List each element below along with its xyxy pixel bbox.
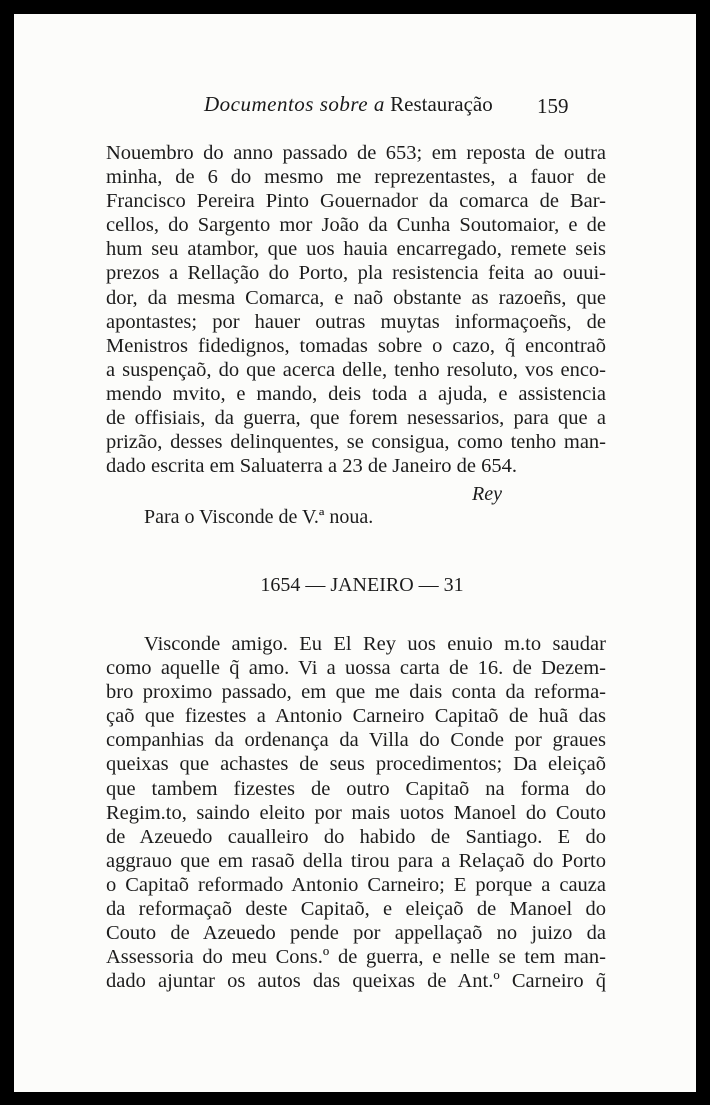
text-line: dor, da mesma Comarca, e naõ obstante as razoeñs, que <box>106 286 606 309</box>
text-line: cellos, do Sargento mor João da Cunha Soutomaior, e de <box>106 214 606 237</box>
text-line: dado ajuntar os autos das queixas de Ant.º Carneiro q̃ <box>106 970 606 993</box>
text-line: queixas que achastes de seus procedimentos; Da eleiçaõ <box>106 753 606 776</box>
running-title <box>204 92 493 117</box>
recipient-line: Para o Visconde de V.ª noua. <box>144 506 374 528</box>
text-line: çaõ que fizestes a Antonio Carneiro Capitaõ de huã das <box>106 705 606 728</box>
text-line: Visconde amigo. Eu El Rey uos enuio m.to saudar <box>144 633 606 655</box>
text-line: Francisco Pereira Pinto Gouernador da comarca de Bar- <box>106 190 606 213</box>
text-line: como aquelle q̃ amo. Vi a uossa carta de 16. de Dezem- <box>106 657 606 680</box>
text-line: o Capitaõ reformado Antonio Carneiro; E porque a cauza <box>106 873 606 896</box>
text-line: Nouembro do anno passado de 653; em reposta de outra <box>106 142 606 164</box>
text-line: da reformaçaõ deste Capitaõ, e eleiçaõ de Manoel do <box>106 898 606 921</box>
text-line: hum seu atambor, que uos hauia encarregado, remete seis <box>106 238 606 261</box>
text-line: de offisiais, da guerra, que forem nesessarios, para que a <box>106 407 606 430</box>
letter-1-body <box>106 141 606 478</box>
running-header <box>14 92 696 122</box>
text-line: apontastes; por hauer outras muytas informaçoeñs, de <box>106 310 606 333</box>
text-line: que tambem fizestes de outro Capitaõ na forma do <box>106 777 606 800</box>
text-line: minha, de 6 do mesmo me reprezentastes, a fauor de <box>106 166 606 189</box>
text-line: Regim.to, saindo eleito por mais uotos Manoel do Couto <box>106 801 606 824</box>
text-line: companhias da ordenança da Villa do Conde por graues <box>106 729 606 752</box>
page-number: 159 <box>537 94 569 118</box>
running-title-rest: Restauração <box>390 92 493 116</box>
text-line: prezos a Rellação do Porto, pla resistencia feita ao ouui- <box>106 262 606 285</box>
signature: Rey <box>472 483 502 505</box>
text-line: aggrauo que em rasaõ della tirou para a Relaçaõ do Porto <box>106 849 606 872</box>
date-heading: 1654 — JANEIRO — 31 <box>260 574 464 596</box>
text-line: a suspençaõ, do que acerca delle, tenho resoluto, vos enco- <box>106 358 606 381</box>
text-line: prizão, desses delinquentes, se consigua, como tenho man- <box>106 431 606 454</box>
text-line: de Azeuedo caualleiro do habido de Santiago. E do <box>106 825 606 848</box>
text-line: Assessoria do meu Cons.º de guerra, e nelle se tem man- <box>106 946 606 969</box>
book-page <box>14 14 696 1092</box>
running-title-italic: Documentos sobre a <box>204 92 385 116</box>
letter-2-body <box>106 632 606 993</box>
text-line: mendo mvito, e mando, deis toda a ajuda, e assistencia <box>106 382 606 405</box>
text-line: Menistros fidedignos, tomadas sobre o cazo, q̃ encontraõ <box>106 334 606 357</box>
text-line: bro proximo passado, em que me dais conta da reforma- <box>106 681 606 704</box>
text-line: dado escrita em Saluaterra a 23 de Janeiro de 654. <box>106 455 517 478</box>
text-line: Couto de Azeuedo pende por appellaçaõ no juizo da <box>106 922 606 945</box>
